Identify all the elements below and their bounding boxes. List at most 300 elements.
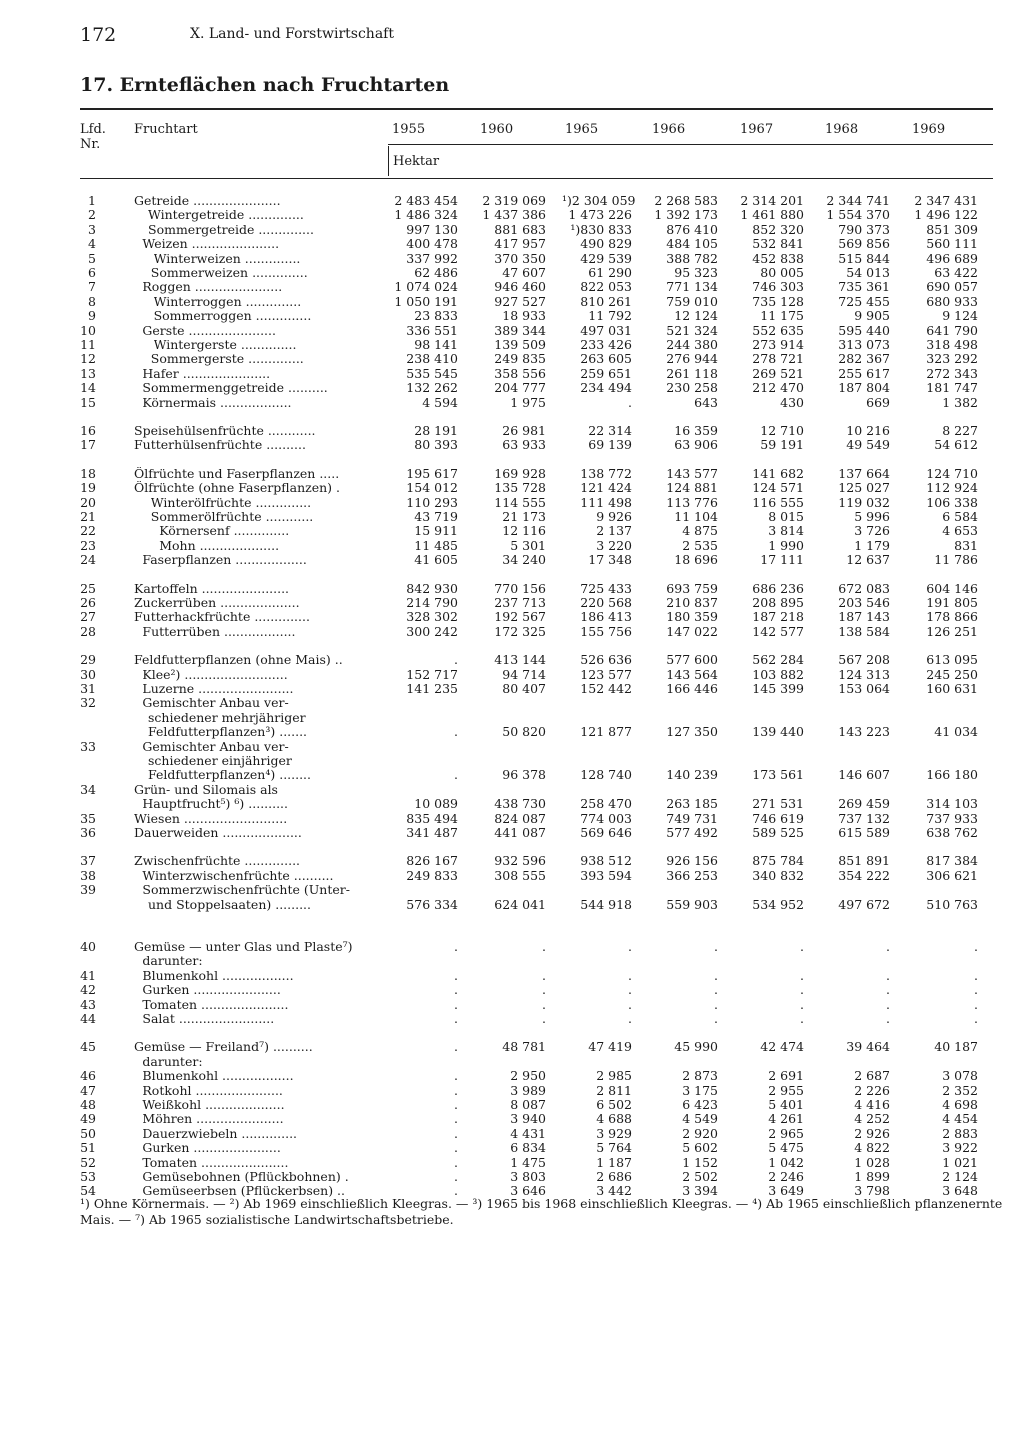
value-1968: 4 822 [854, 1140, 890, 1156]
row-number: 54 [80, 1183, 96, 1199]
value-1969: 613 095 [926, 652, 978, 668]
value-1969: 8 227 [942, 423, 978, 438]
value-1965: 569 646 [580, 825, 632, 840]
row-number: 28 [80, 623, 96, 639]
value-1955: . [454, 767, 458, 783]
value-1955: . [454, 1183, 458, 1199]
value-1966: 143 564 [666, 666, 718, 682]
value-1967: . [800, 967, 804, 983]
value-1968: 146 607 [838, 767, 890, 783]
row-number: 35 [80, 810, 96, 826]
value-1968: 567 208 [838, 652, 890, 668]
value-1960: 389 344 [494, 322, 546, 338]
value-1965: ¹)830 833 [570, 221, 632, 237]
value-1966: 2 920 [682, 1125, 718, 1141]
value-1967: 534 952 [752, 896, 804, 912]
value-1965: 1 473 226 [568, 207, 632, 223]
row-number: 44 [80, 1011, 96, 1026]
value-1965: 544 918 [580, 896, 632, 912]
row-label: Sommerölfrüchte ............ [150, 510, 314, 524]
value-1967: 271 531 [752, 796, 804, 812]
value-1960: 96 378 [502, 767, 546, 783]
value-1967: 2 246 [768, 1169, 804, 1184]
value-1955: 300 242 [406, 623, 458, 639]
value-1967: 8 015 [768, 509, 804, 524]
value-1965: . [628, 1011, 632, 1026]
value-1967: 139 440 [752, 724, 804, 740]
value-1960: 358 556 [494, 365, 546, 381]
row-label: Blumenkohl .................. [142, 1069, 294, 1084]
value-1966: 759 010 [666, 293, 718, 309]
value-1968: 672 083 [838, 580, 890, 596]
row-label: Gemüseerbsen (Pflückerbsen) .. [142, 1184, 345, 1199]
value-1960: 47 607 [502, 265, 546, 280]
value-1968: 3 798 [854, 1183, 890, 1199]
value-1965: 121 877 [580, 724, 632, 740]
value-1955: 249 833 [406, 867, 458, 883]
value-1969: 6 584 [942, 509, 978, 524]
value-1968: 2 344 741 [826, 193, 890, 208]
value-1968: 735 361 [838, 279, 890, 295]
value-1960: 1 975 [510, 394, 546, 410]
value-1960: 204 777 [494, 380, 546, 396]
row-number: 19 [80, 480, 96, 496]
value-1965: 725 433 [580, 580, 632, 596]
value-1969: 4 698 [942, 1097, 978, 1112]
value-1967: 3 649 [768, 1183, 804, 1199]
row-number: 43 [80, 996, 96, 1012]
value-1966: . [714, 996, 718, 1012]
value-1969: 40 187 [934, 1039, 978, 1055]
value-1955: 80 393 [414, 437, 458, 453]
row-number: 21 [80, 509, 96, 524]
value-1965: 220 568 [580, 595, 632, 610]
value-1955: . [454, 1169, 458, 1184]
value-1969: 4 653 [942, 523, 978, 539]
value-1960: 881 683 [494, 221, 546, 237]
value-1955: 195 617 [406, 465, 458, 481]
row-label: Gemüse — unter Glas und Plaste⁷) [134, 940, 353, 954]
row-label: Gurken ...................... [142, 983, 281, 998]
value-1965: 810 261 [580, 293, 632, 309]
value-1955: 62 486 [414, 265, 458, 280]
value-1968: 39 464 [846, 1039, 890, 1055]
value-1960: 441 087 [494, 825, 546, 840]
value-1967: 124 571 [752, 480, 804, 496]
value-1969: 306 621 [926, 867, 978, 883]
row-label: Winterroggen .............. [153, 294, 302, 309]
value-1966: 261 118 [666, 365, 718, 381]
value-1969: 3 922 [942, 1140, 978, 1156]
value-1968: 354 222 [838, 867, 890, 883]
value-1967: 80 005 [760, 265, 804, 280]
value-1969: 817 384 [926, 853, 978, 869]
row-label: Sommerweizen .............. [150, 266, 308, 280]
col-year-1968: 1968 [825, 122, 859, 137]
value-1968: 282 367 [838, 351, 890, 367]
value-1960: 114 555 [494, 494, 546, 510]
row-number: 1 [88, 193, 96, 208]
row-label: Mohn .................... [159, 538, 280, 553]
value-1965: 11 792 [588, 308, 632, 324]
value-1967: 212 470 [752, 380, 804, 396]
row-label: Wintergerste .............. [153, 338, 297, 352]
row-label: Gurken ...................... [142, 1141, 281, 1156]
value-1969: 272 343 [926, 365, 978, 381]
value-1965: 2 137 [596, 523, 632, 539]
value-1967: 59 191 [760, 437, 804, 453]
value-1969: 54 612 [934, 437, 978, 453]
row-label: Winterzwischenfrüchte .......... [142, 868, 334, 883]
value-1969: 112 924 [926, 480, 978, 496]
value-1966: 4 875 [682, 523, 718, 539]
value-1965: 4 688 [596, 1111, 632, 1127]
value-1967: 1 461 880 [740, 207, 804, 223]
value-1960: . [542, 982, 546, 998]
row-label: Faserpflanzen .................. [142, 553, 307, 568]
value-1968: 143 223 [838, 724, 890, 740]
value-1966: 45 990 [674, 1039, 718, 1055]
value-1968: 595 440 [838, 322, 890, 338]
value-1968: 187 143 [838, 609, 890, 625]
year-rule [388, 144, 993, 145]
row-number: 41 [80, 967, 96, 983]
value-1967: 746 619 [752, 810, 804, 826]
value-1965: 121 424 [580, 480, 632, 496]
value-1968: 515 844 [838, 250, 890, 266]
value-1960: 5 301 [510, 537, 546, 553]
value-1960: 1 475 [510, 1154, 546, 1170]
row-number: 11 [80, 337, 96, 352]
value-1967: 269 521 [752, 365, 804, 381]
value-1960: 63 933 [502, 437, 546, 453]
value-1967: 2 691 [768, 1068, 804, 1084]
value-1968: 669 [866, 394, 890, 410]
value-1969: 604 146 [926, 580, 978, 596]
value-1955: . [454, 1011, 458, 1026]
value-1955: 535 545 [406, 365, 458, 381]
value-1965: 233 426 [580, 337, 632, 352]
row-number: 45 [80, 1039, 96, 1055]
value-1968: 2 687 [854, 1068, 890, 1084]
value-1968: 569 856 [838, 236, 890, 252]
value-1955: 154 012 [406, 480, 458, 496]
row-label: Hafer ...................... [142, 366, 271, 381]
col-year-1966: 1966 [652, 122, 686, 137]
row-number: 51 [80, 1140, 96, 1156]
row-number: 12 [80, 351, 96, 367]
value-1966: 263 185 [666, 796, 718, 812]
row-number: 7 [88, 279, 96, 295]
value-1955: . [454, 1111, 458, 1127]
value-1965: 17 348 [588, 552, 632, 568]
row-number: 27 [80, 609, 96, 625]
row-number: 23 [80, 537, 96, 553]
value-1960: 8 087 [510, 1097, 546, 1112]
value-1969: 510 763 [926, 896, 978, 912]
row-label: Winterölfrüchte .............. [150, 495, 312, 510]
value-1969: . [974, 982, 978, 998]
value-1969: . [974, 967, 978, 983]
value-1966: 276 944 [666, 351, 718, 367]
value-1969: 1 021 [942, 1154, 978, 1170]
row-label: Futterhackfrüchte .............. [134, 610, 310, 625]
value-1955: 132 262 [406, 380, 458, 396]
row-label: Tomaten ...................... [142, 997, 289, 1012]
value-1967: 532 841 [752, 236, 804, 252]
row-label: Ölfrüchte (ohne Faserpflanzen) . [134, 481, 340, 496]
row-label: Gemüsebohnen (Pflückbohnen) . [142, 1170, 349, 1184]
value-1967: 4 261 [768, 1111, 804, 1127]
value-1966: 11 104 [674, 509, 718, 524]
row-label: Winterweizen .............. [153, 251, 301, 266]
row-label: Feldfutterpflanzen⁴) ........ [148, 768, 312, 783]
value-1965: 3 220 [596, 537, 632, 553]
value-1960: 6 834 [510, 1140, 546, 1156]
value-1955: 110 293 [406, 494, 458, 510]
value-1966: 2 535 [682, 537, 718, 553]
value-1966: 693 759 [666, 580, 718, 596]
row-label: Rotkohl ...................... [142, 1083, 283, 1098]
value-1960: 192 567 [494, 609, 546, 625]
value-1960: 2 950 [510, 1068, 546, 1084]
row-label: Körnermais .................. [142, 395, 292, 410]
value-1967: 141 682 [752, 465, 804, 481]
value-1968: 2 226 [854, 1082, 890, 1098]
value-1955: . [454, 1039, 458, 1055]
value-1955: 141 235 [406, 681, 458, 696]
footnotes: ¹) Ohne Körnermais. — ²) Ab 1969 einschließlich Kleegras. — ³) 1965 bis 1968 einschließlich Kleegras. — ⁴) Ab 1965 einschließlich pflanzenernte Mais. — ⁷) Ab 1965 sozialistische Landwirtschaftsbetriebe. [80, 1196, 1003, 1227]
value-1960: 927 527 [494, 293, 546, 309]
row-label: Wiesen .......................... [134, 811, 288, 826]
value-1966: 180 359 [666, 609, 718, 625]
row-label: Getreide ...................... [134, 194, 281, 208]
value-1967: 735 128 [752, 293, 804, 309]
value-1967: 562 284 [752, 652, 804, 668]
value-1966: 18 696 [674, 552, 718, 568]
value-1967: 2 955 [768, 1082, 804, 1098]
row-label: Dauerzwiebeln .............. [142, 1126, 298, 1141]
value-1966: 16 359 [674, 423, 718, 438]
value-1969: 160 631 [926, 681, 978, 696]
value-1968: 4 416 [854, 1097, 890, 1112]
value-1968: 2 926 [854, 1125, 890, 1141]
value-1955: 238 410 [406, 351, 458, 367]
row-label: schiedener einjähriger [148, 754, 292, 768]
row-number: 38 [80, 867, 96, 883]
value-1965: 138 772 [580, 465, 632, 481]
value-1955: 826 167 [406, 853, 458, 869]
value-1968: 203 546 [838, 595, 890, 610]
row-label: Körnersenf .............. [159, 524, 290, 539]
row-number: 40 [80, 939, 96, 954]
row-label: Feldfutterpflanzen (ohne Mais) .. [134, 653, 343, 668]
row-number: 50 [80, 1125, 96, 1141]
value-1967: 3 814 [768, 523, 804, 539]
value-1960: 139 509 [494, 337, 546, 352]
unit-label: Hektar [393, 154, 440, 169]
value-1968: 1 899 [854, 1169, 890, 1184]
value-1966: 230 258 [666, 380, 718, 396]
value-1966: 3 175 [682, 1082, 718, 1098]
value-1955: 23 833 [414, 308, 458, 324]
value-1960: 308 555 [494, 867, 546, 883]
value-1960: . [542, 939, 546, 954]
value-1966: 124 881 [666, 480, 718, 496]
value-1955: 1 074 024 [394, 279, 458, 295]
row-label: Gemüse — Freiland⁷) .......... [134, 1040, 313, 1055]
row-number: 5 [88, 250, 96, 266]
value-1966: 771 134 [666, 279, 718, 295]
value-1968: . [886, 939, 890, 954]
row-label: und Stoppelsaaten) ......... [148, 897, 311, 912]
row-label: Sommergetreide .............. [148, 222, 314, 237]
value-1967: 589 525 [752, 825, 804, 840]
value-1965: ¹)2 304 059 [562, 193, 636, 208]
value-1966: 749 731 [666, 810, 718, 826]
value-1955: . [454, 724, 458, 740]
row-label: Klee²) .......................... [142, 667, 288, 682]
value-1966: 876 410 [666, 221, 718, 237]
value-1969: 831 [954, 537, 978, 553]
value-1960: 249 835 [494, 351, 546, 367]
header-bottom-rule [80, 178, 993, 179]
value-1966: . [714, 982, 718, 998]
value-1965: 69 139 [588, 437, 632, 453]
value-1967: 173 561 [752, 767, 804, 783]
value-1965: 3 442 [596, 1183, 632, 1199]
row-label: darunter: [142, 954, 203, 969]
value-1960: . [542, 996, 546, 1012]
value-1967: 746 303 [752, 279, 804, 295]
row-number: 2 [88, 207, 96, 223]
value-1965: 263 605 [580, 351, 632, 367]
row-label: Sommerroggen .............. [153, 309, 312, 324]
row-number: 3 [88, 221, 96, 237]
col-nr-label: Lfd. [80, 122, 106, 137]
value-1960: 135 728 [494, 480, 546, 496]
value-1966: 12 124 [674, 308, 718, 324]
value-1968: . [886, 996, 890, 1012]
value-1969: 41 034 [934, 724, 978, 740]
row-number: 49 [80, 1111, 96, 1127]
value-1967: 552 635 [752, 322, 804, 338]
value-1955: 842 930 [406, 580, 458, 596]
row-label: Roggen ...................... [142, 280, 283, 295]
value-1967: . [800, 939, 804, 954]
value-1965: 2 985 [596, 1068, 632, 1084]
value-1966: 1 392 173 [654, 207, 718, 223]
value-1966: 577 492 [666, 825, 718, 840]
row-label: Luzerne ........................ [142, 682, 294, 696]
row-label: Gemischter Anbau ver- [142, 696, 289, 711]
value-1969: 323 292 [926, 351, 978, 367]
value-1968: 615 589 [838, 825, 890, 840]
row-label: Hauptfrucht⁵) ⁶) .......... [142, 797, 289, 812]
value-1955: 1 486 324 [394, 207, 458, 223]
value-1966: 559 903 [666, 896, 718, 912]
value-1968: 725 455 [838, 293, 890, 309]
row-number: 9 [88, 308, 96, 324]
value-1966: 366 253 [666, 867, 718, 883]
value-1960: 3 989 [510, 1082, 546, 1098]
value-1965: 526 636 [580, 652, 632, 668]
value-1965: 22 314 [588, 423, 632, 438]
value-1969: 2 352 [942, 1082, 978, 1098]
value-1965: 152 442 [580, 681, 632, 696]
row-label: Gerste ...................... [142, 323, 276, 338]
value-1969: 638 762 [926, 825, 978, 840]
value-1969: 124 710 [926, 465, 978, 481]
value-1960: 237 713 [494, 595, 546, 610]
row-label: Grün- und Silomais als [134, 782, 278, 797]
value-1969: . [974, 939, 978, 954]
value-1955: 835 494 [406, 810, 458, 826]
section-title: X. Land- und Forstwirtschaft [190, 26, 394, 42]
value-1969: 3 648 [942, 1183, 978, 1199]
value-1969: 690 057 [926, 279, 978, 295]
row-number: 17 [80, 437, 96, 453]
row-label: Wintergetreide .............. [148, 208, 304, 223]
row-number: 42 [80, 982, 96, 998]
value-1968: 790 373 [838, 221, 890, 237]
value-1968: 1 554 370 [826, 207, 890, 223]
value-1966: 388 782 [666, 250, 718, 266]
value-1968: 1 028 [854, 1154, 890, 1170]
value-1966: 1 152 [682, 1154, 718, 1170]
value-1967: 17 111 [760, 552, 804, 568]
value-1969: 11 786 [934, 552, 978, 568]
value-1966: 127 350 [666, 724, 718, 740]
value-1960: 624 041 [494, 896, 546, 912]
row-label: Futterhülsenfrüchte .......... [134, 438, 306, 453]
value-1969: 245 250 [926, 666, 978, 682]
row-number: 30 [80, 666, 96, 682]
value-1955: 11 485 [414, 537, 458, 553]
value-1955: . [454, 982, 458, 998]
value-1967: 145 399 [752, 681, 804, 696]
value-1965: 774 003 [580, 810, 632, 826]
value-1955: 98 141 [414, 337, 458, 352]
value-1968: 119 032 [838, 494, 890, 510]
value-1960: 932 596 [494, 853, 546, 869]
value-1968: 255 617 [838, 365, 890, 381]
row-number: 29 [80, 652, 96, 668]
value-1955: . [454, 1082, 458, 1098]
value-1965: 258 470 [580, 796, 632, 812]
value-1968: 138 584 [838, 623, 890, 639]
value-1965: 123 577 [580, 666, 632, 682]
value-1965: 393 594 [580, 867, 632, 883]
row-label: Gemischter Anbau ver- [142, 739, 289, 754]
row-label: Dauerweiden .................... [134, 826, 302, 840]
row-label: darunter: [142, 1054, 203, 1069]
page-number: 172 [80, 24, 117, 46]
value-1966: 140 239 [666, 767, 718, 783]
value-1960: 169 928 [494, 465, 546, 481]
value-1967: . [800, 1011, 804, 1026]
value-1969: 166 180 [926, 767, 978, 783]
value-1969: . [974, 1011, 978, 1026]
value-1955: . [454, 1140, 458, 1156]
row-label: Kartoffeln ...................... [134, 581, 290, 596]
row-number: 53 [80, 1169, 96, 1184]
value-1967: 452 838 [752, 250, 804, 266]
row-label: schiedener mehrjähriger [148, 710, 306, 725]
value-1955: 997 130 [406, 221, 458, 237]
value-1968: 153 064 [838, 681, 890, 696]
value-1969: 191 805 [926, 595, 978, 610]
